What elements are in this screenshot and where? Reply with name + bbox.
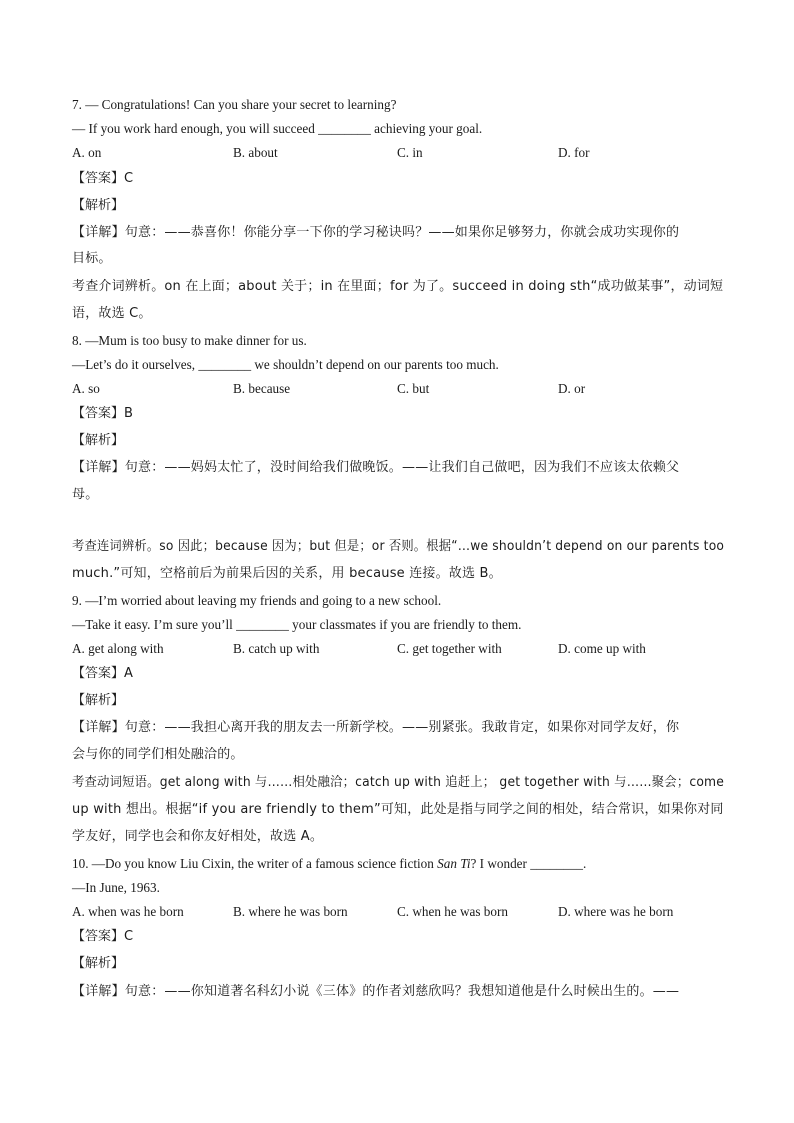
question-7-detail-line: 目标。 <box>72 251 112 266</box>
question-9-option-d: D. come up with <box>558 641 646 656</box>
question-10-option-a: A. when was he born <box>72 904 184 919</box>
question-7-detail-line: 语，故选 C。 <box>72 306 152 321</box>
question-8-detail-line: 考查连词辨析。so 因此；because 因为；but 但是；or 否则。根据“…we shouldn’t depend on our parents too <box>72 539 725 554</box>
question-10-stem-text: 10. —Do you know Liu Cixin, the writer of a famous science fiction <box>72 856 438 871</box>
question-9-detail-line: 考查动词短语。get along with 与……相处融洽；catch up with 追赶上； get together with 与……聚会；come <box>72 775 725 790</box>
question-7-stem: 7. — Congratulations! Can you share your secret to learning? <box>72 97 397 112</box>
question-7-detail-line: 考查介词辨析。on 在上面；about 关于；in 在里面；for 为了。succeed in doing sth“成功做某事”，动词短 <box>72 279 724 294</box>
question-7-option-c: C. in <box>397 145 423 160</box>
question-8-detail-line: 母。 <box>72 487 99 502</box>
question-7-option-b: B. about <box>233 145 278 160</box>
question-8-analysis-label: 【解析】 <box>72 433 125 448</box>
question-9-detail-line: 会与你的同学们相处融洽的。 <box>72 747 244 762</box>
question-9-reply: —Take it easy. I’m sure you’ll ________ your classmates if you are friendly to them. <box>72 617 522 632</box>
question-9-option-c: C. get together with <box>397 641 502 656</box>
question-10-option-d: D. where was he born <box>558 904 674 919</box>
question-7-detail-line: 【详解】句意：——恭喜你！你能分享一下你的学习秘诀吗？——如果你足够努力，你就会成功实现你的 <box>72 225 680 240</box>
question-10-analysis-label: 【解析】 <box>72 956 125 971</box>
question-10-reply: —In June, 1963. <box>72 880 160 895</box>
question-8-answer: 【答案】B <box>72 406 133 421</box>
question-7-reply: — If you work hard enough, you will succeed ________ achieving your goal. <box>72 121 483 136</box>
question-7-analysis-label: 【解析】 <box>72 198 125 213</box>
question-8-detail-line: 【详解】句意：——妈妈太忙了，没时间给我们做晚饭。——让我们自己做吧，因为我们不应该太依赖父 <box>72 460 680 475</box>
question-9-answer: 【答案】A <box>72 666 133 681</box>
question-9-detail-line: up with 想出。根据“if you are friendly to them”可知，此处是指与同学之间的相处，结合常识，如果你对同 <box>72 802 724 817</box>
question-9-option-b: B. catch up with <box>233 641 320 656</box>
question-8-option-d: D. or <box>558 381 586 396</box>
question-9-analysis-label: 【解析】 <box>72 693 125 708</box>
question-9-detail-line: 【详解】句意：——我担心离开我的朋友去一所新学校。——别紧张。我敢肯定，如果你对同学友好，你 <box>72 720 680 735</box>
question-9-stem: 9. —I’m worried about leaving my friends and going to a new school. <box>72 593 442 608</box>
question-10-option-c: C. when he was born <box>397 904 508 919</box>
question-8-reply: —Let’s do it ourselves, ________ we shouldn’t depend on our parents too much. <box>72 357 499 372</box>
question-9-option-a: A. get along with <box>72 641 164 656</box>
book-title: San Ti <box>437 856 471 871</box>
question-8-detail-line: much.”可知，空格前后为前果后因的关系，用 because 连接。故选 B。 <box>72 566 502 581</box>
question-10-detail-line: 【详解】句意：——你知道著名科幻小说《三体》的作者刘慈欣吗？我想知道他是什么时候出生的。—— <box>72 984 680 999</box>
question-10-stem-end: ? I wonder ________. <box>470 856 587 871</box>
question-9-detail-line: 学友好，同学也会和你友好相处，故选 A。 <box>72 829 324 844</box>
question-10-option-b: B. where he was born <box>233 904 348 919</box>
question-8-option-c: C. but <box>397 381 430 396</box>
question-7-option-d: D. for <box>558 145 590 160</box>
question-10-stem <box>72 856 586 872</box>
question-8-stem: 8. —Mum is too busy to make dinner for us. <box>72 333 307 348</box>
question-10-answer: 【答案】C <box>72 929 134 944</box>
question-8-option-b: B. because <box>233 381 291 396</box>
question-8-option-a: A. so <box>72 381 100 396</box>
question-7-option-a: A. on <box>72 145 102 160</box>
question-7-answer: 【答案】C <box>72 171 134 186</box>
